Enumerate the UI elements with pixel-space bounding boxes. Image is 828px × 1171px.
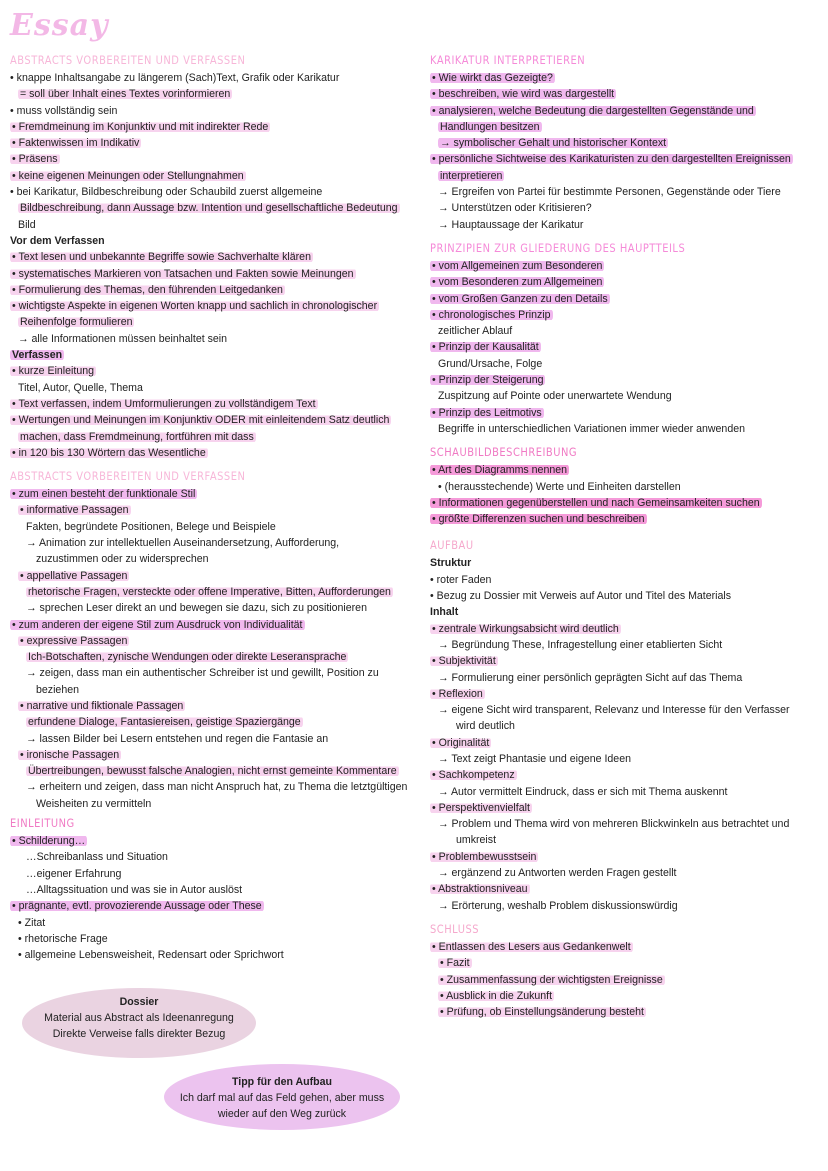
list-item: • vom Allgemeinen zum Besonderen [432, 259, 603, 272]
list-item: • (herausstechende) Werte und Einheiten darstellen [438, 480, 681, 493]
list-item: • Fremdmeinung im Konjunktiv und mit indirekter Rede [12, 120, 269, 133]
list-item: • Text verfassen, indem Umformulierungen zu vollständigem Text [12, 397, 316, 410]
list-item: • Reflexion [432, 687, 483, 700]
list-item: • rhetorische Frage [18, 932, 108, 945]
list-item: • Subjektivität [432, 655, 496, 668]
subheading: Verfassen [12, 349, 63, 362]
bubble-text: Material aus Abstract als Ideenanregung [44, 1012, 234, 1024]
section-heading: KARIKATUR INTERPRETIEREN [430, 53, 586, 67]
list-item: • roter Faden [430, 573, 492, 586]
subheading: Struktur [430, 557, 472, 570]
list-item: • Text lesen und unbekannte Begriffe sowie Sachverhalte klären [12, 251, 311, 264]
bubble-title: Tipp für den Aufbau [231, 1076, 333, 1088]
list-item: → Ergreifen von Partei für bestimmte Personen, Gegenstände oder Tiere [438, 186, 781, 199]
list-item: • Informationen gegenüberstellen und nach Gemeinsamkeiten suchen [432, 496, 760, 509]
list-item: • prägnante, evtl. provozierende Aussage oder These [12, 900, 262, 913]
list-item: zuzustimmen oder zu widersprechen [36, 553, 209, 566]
list-item: • Entlassen des Lesers aus Gedankenwelt [432, 940, 631, 953]
list-item: • wichtigste Aspekte in eigenen Worten knapp und sachlich in chronologischer [12, 300, 378, 313]
list-item: • Faktenwissen im Indikativ [12, 137, 140, 150]
list-item: • Ausblick in die Zukunft [440, 989, 553, 1002]
list-item: → eigene Sicht wird transparent, Relevanz und Interesse für den Verfasser [438, 704, 790, 717]
list-item: • vom Besonderen zum Allgemeinen [432, 276, 603, 289]
list-item: • muss vollständig sein [10, 104, 118, 117]
list-item: → zeigen, dass man ein authentischer Schreiber ist und gewillt, Position zu [26, 667, 379, 680]
section-aufbau [430, 537, 820, 914]
list-item: • Art des Diagramms nennen [432, 464, 568, 477]
section-abstracts-2 [10, 468, 410, 812]
list-item: Begriffe in unterschiedlichen Variationen immer wieder anwenden [438, 422, 746, 435]
list-item: • Schilderung… [12, 835, 86, 848]
list-item: Fakten, begründete Positionen, Belege und Beispiele [26, 520, 276, 533]
list-item: • Prüfung, ob Einstellungsänderung besteht [440, 1006, 644, 1019]
list-item: • Problembewusstsein [432, 850, 537, 863]
subheading: Vor dem Verfassen [10, 234, 105, 247]
section-schaubild [430, 444, 820, 527]
list-item: • knappe Inhaltsangabe zu längerem (Sach)Text, Grafik oder Karikatur [10, 72, 340, 84]
list-item: • zum einen besteht der funktionale Stil [12, 488, 196, 501]
list-item: → Unterstützen oder Kritisieren? [438, 202, 592, 215]
list-item: • Fazit [440, 957, 470, 970]
list-item: • Zitat [18, 916, 46, 929]
list-item: → Text zeigt Phantasie und eigene Ideen [438, 752, 631, 765]
list-item: → symbolischer Gehalt und historischer Kontext [440, 137, 667, 150]
list-item: • in 120 bis 130 Wörtern das Wesentliche [12, 446, 206, 459]
list-item: Bildbeschreibung, dann Aussage bzw. Intention und gesellschaftliche Bedeutung [20, 202, 398, 215]
list-item: • zum anderen der eigene Stil zum Ausdruck von Individualität [12, 618, 303, 631]
list-item: → Formulierung einer persönlich geprägten Sicht auf das Thema [438, 671, 743, 684]
list-item: Bild [18, 218, 36, 231]
list-item: → Animation zur intellektuellen Auseinandersetzung, Aufforderung, [26, 537, 340, 550]
list-item: • zentrale Wirkungsabsicht wird deutlich [432, 622, 619, 635]
list-item: • Perspektivenvielfalt [432, 801, 530, 814]
section-abstracts-1 [10, 52, 410, 461]
list-item: Grund/Ursache, Folge [438, 357, 543, 370]
list-item: • chronologisches Prinzip [432, 308, 551, 321]
list-item: Übertreibungen, bewusst falsche Analogien, nicht ernst gemeinte Kommentare [28, 765, 397, 778]
list-item: • narrative und fiktionale Passagen [20, 699, 184, 712]
list-item: • kurze Einleitung [12, 365, 95, 378]
list-item: Weisheiten zu vermitteln [36, 797, 152, 810]
list-item: • keine eigenen Meinungen oder Stellungnahmen [12, 169, 244, 182]
section-heading: SCHLUSS [430, 921, 480, 936]
list-item: • vom Großen Ganzen zu den Details [432, 292, 608, 305]
tipp-bubble [164, 1064, 400, 1130]
list-item: …Schreibanlass und Situation [26, 851, 168, 864]
section-heading: ABSTRACTS VORBEREITEN UND VERFASSEN [10, 469, 246, 484]
list-item: • Sachkompetenz [432, 769, 515, 782]
list-item: beziehen [36, 683, 80, 696]
list-item: → erheitern und zeigen, dass man nicht Anspruch hat, zu Thema die letztgültigen [26, 781, 408, 794]
list-item: → Begründung These, Infragestellung einer etablierten Sicht [438, 638, 723, 651]
section-prinzipien [430, 240, 820, 437]
list-item: • appellative Passagen [20, 569, 128, 582]
list-item: → Erörterung, weshalb Problem diskussionswürdig [438, 899, 678, 912]
list-item: • analysieren, welche Bedeutung die dargestellten Gegenstände und [432, 104, 754, 117]
list-item: = soll über Inhalt eines Textes vorinformieren [20, 88, 231, 101]
list-item: • Formulierung des Themas, den führenden Leitgedanken [12, 283, 283, 296]
section-heading: SCHAUBILDBESCHREIBUNG [430, 445, 578, 460]
section-heading: ABSTRACTS VORBEREITEN UND VERFASSEN [10, 53, 246, 67]
list-item: • Zusammenfassung der wichtigsten Ereignisse [440, 973, 663, 986]
section-einleitung [10, 815, 410, 963]
list-item: • Präsens [12, 153, 58, 166]
section-heading: PRINZIPIEN ZUR GLIEDERUNG DES HAUPTTEILS [430, 240, 686, 255]
list-item: • Wie wirkt das Gezeigte? [432, 72, 553, 84]
list-item: • persönliche Sichtweise des Karikaturisten zu den dargestellten Ereignissen [432, 153, 791, 166]
left-column [10, 52, 410, 963]
list-item: Ich-Botschaften, zynische Wendungen oder direkte Leseransprache [28, 651, 347, 664]
list-item: Handlungen besitzen [440, 120, 540, 133]
list-item: • expressive Passagen [20, 634, 128, 647]
list-item: Zuspitzung auf Pointe oder unerwartete Wendung [438, 390, 672, 403]
list-item: • informative Passagen [20, 504, 129, 517]
list-item: → ergänzend zu Antworten werden Fragen gestellt [438, 867, 677, 880]
list-item: interpretieren [440, 169, 503, 182]
bubble-text: Ich darf mal auf das Feld gehen, aber muss [179, 1092, 385, 1104]
list-item: → Problem und Thema wird von mehreren Blickwinkeln aus betrachtet und [438, 818, 790, 831]
list-item: • Bezug zu Dossier mit Verweis auf Autor und Titel des Materials [430, 590, 732, 603]
list-item: Reihenfolge formulieren [20, 316, 133, 329]
bubble-title: Dossier [119, 996, 159, 1008]
bubble-text: Direkte Verweise falls direkter Bezug [52, 1028, 226, 1040]
list-item: umkreist [456, 834, 497, 847]
list-item: • Abstraktionsniveau [432, 883, 528, 896]
list-item: → lassen Bilder bei Lesern entstehen und regen die Fantasie an [26, 732, 329, 745]
list-item: • bei Karikatur, Bildbeschreibung oder Schaubild zuerst allgemeine [10, 186, 323, 199]
list-item: Titel, Autor, Quelle, Thema [18, 381, 143, 394]
list-item: • allgemeine Lebensweisheit, Redensart oder Sprichwort [18, 949, 284, 962]
list-item: machen, dass Fremdmeinung, fortführen mit dass [20, 430, 254, 443]
dossier-bubble [22, 988, 256, 1058]
list-item: • Prinzip der Steigerung [432, 374, 544, 387]
list-item: • beschreiben, wie wird was dargestellt [432, 88, 615, 101]
section-karikatur [430, 52, 820, 233]
list-item: → Autor vermittelt Eindruck, dass er sich mit Thema auskennt [438, 785, 728, 798]
page-title: Essay [10, 8, 109, 43]
list-item: erfundene Dialoge, Fantasiereisen, geistige Spaziergänge [28, 716, 301, 729]
list-item: → Hauptaussage der Karikatur [438, 218, 584, 231]
list-item: …eigener Erfahrung [26, 867, 122, 880]
section-heading: EINLEITUNG [10, 816, 75, 831]
bubble-text: wieder auf den Weg zurück [217, 1108, 347, 1120]
list-item: …Alltagssituation und was sie in Autor auslöst [26, 883, 243, 896]
list-item: wird deutlich [456, 720, 515, 733]
list-item: rhetorische Fragen, versteckte oder offene Imperative, Bitten, Aufforderungen [28, 585, 391, 598]
list-item: • größte Differenzen suchen und beschreiben [432, 513, 645, 526]
section-heading: AUFBAU [430, 538, 474, 553]
list-item: • systematisches Markieren von Tatsachen und Fakten sowie Meinungen [12, 267, 354, 280]
list-item: • Prinzip der Kausalität [432, 341, 539, 354]
list-item: → alle Informationen müssen beinhaltet sein [18, 332, 228, 345]
list-item: • Prinzip des Leitmotivs [432, 406, 542, 419]
list-item: • ironische Passagen [20, 748, 120, 761]
section-schluss [430, 921, 820, 1020]
list-item: zeitlicher Ablauf [438, 325, 513, 338]
list-item: → sprechen Leser direkt an und bewegen sie dazu, sich zu positionieren [26, 602, 367, 615]
list-item: • Originalität [432, 736, 490, 749]
subheading: Inhalt [430, 606, 459, 619]
list-item: • Wertungen und Meinungen im Konjunktiv ODER mit einleitendem Satz deutlich [12, 414, 390, 427]
right-column [430, 52, 820, 1020]
